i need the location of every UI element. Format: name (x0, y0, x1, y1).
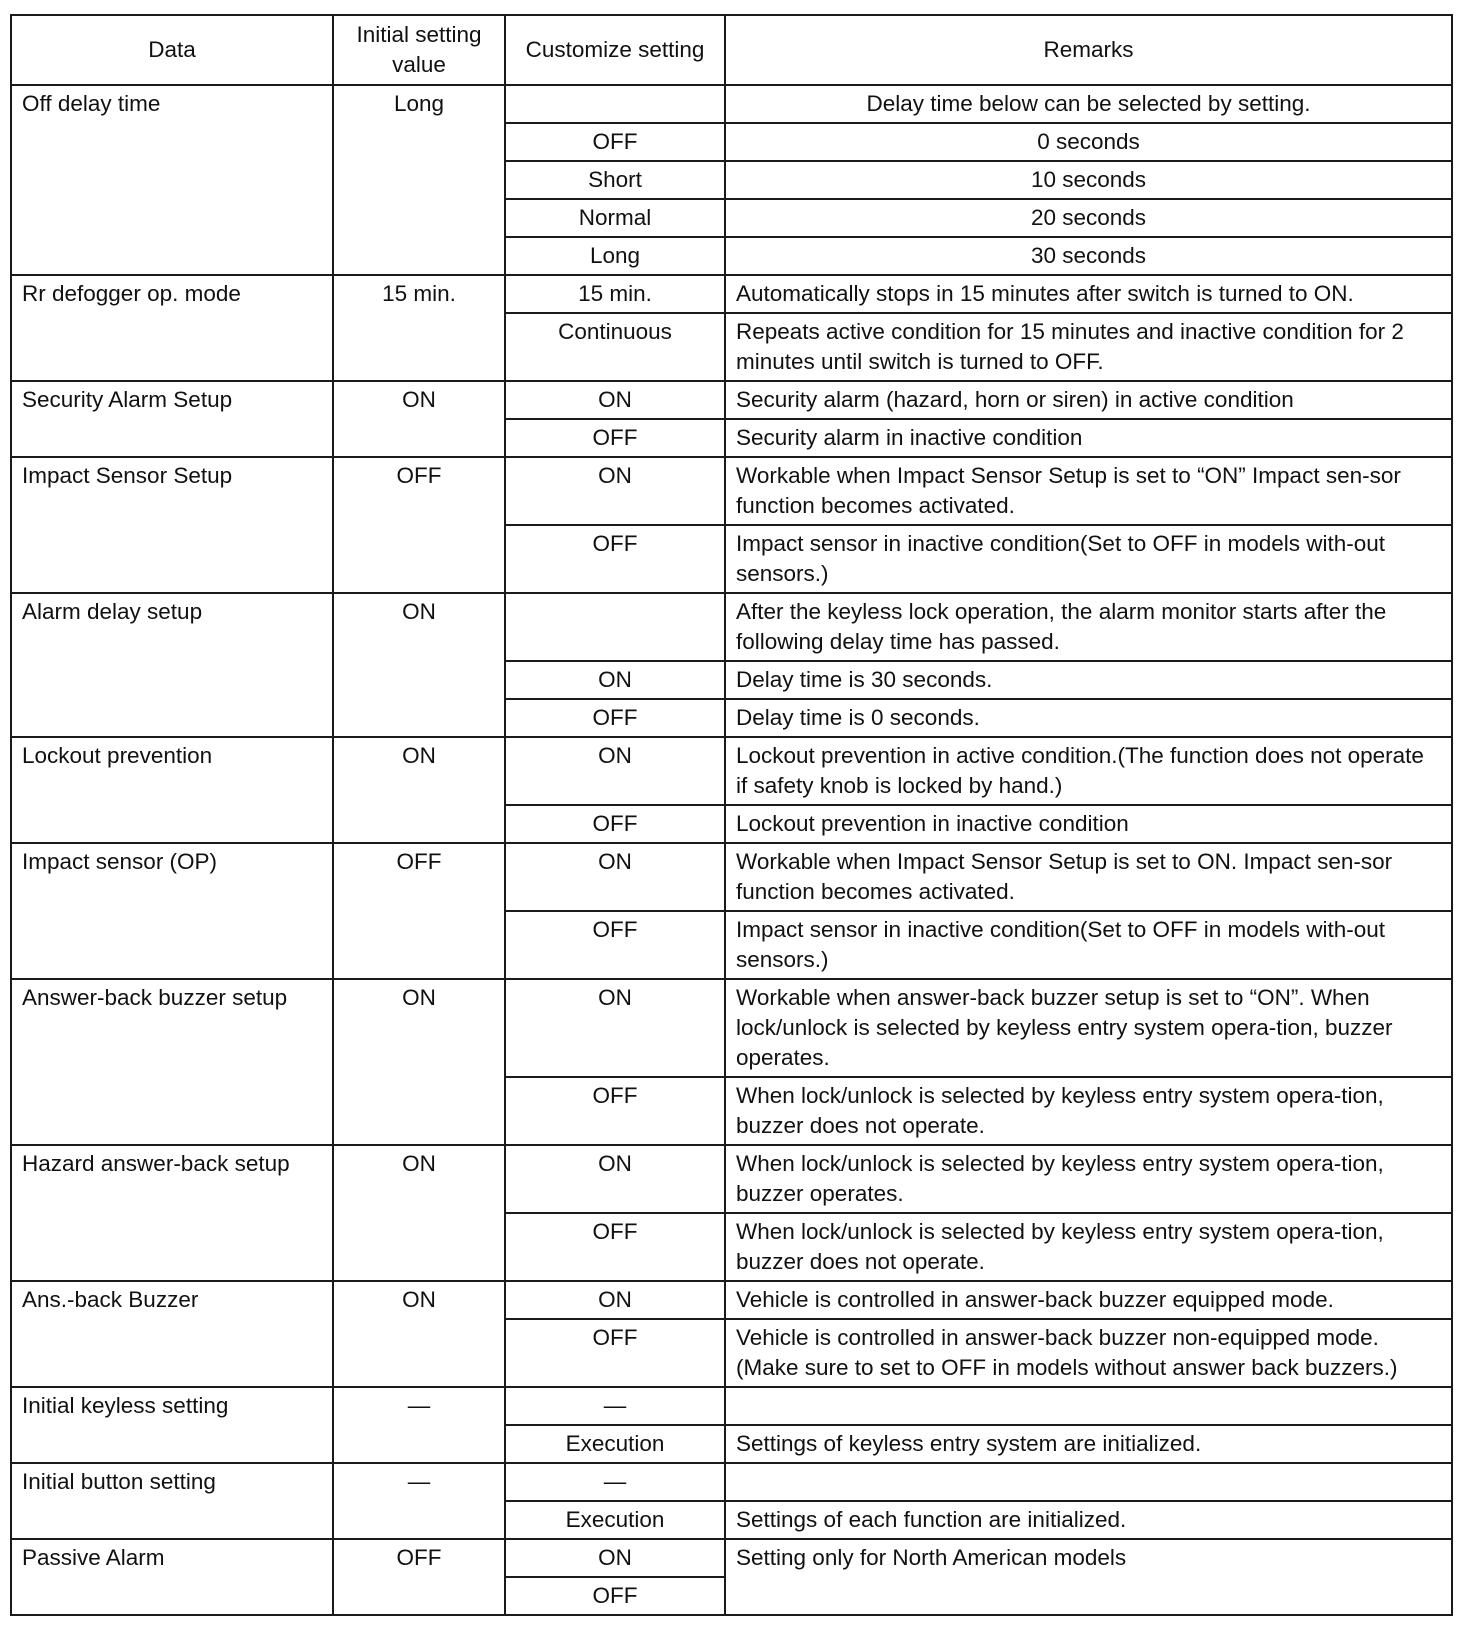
cell-remarks: Lockout prevention in active condition.(The function does not operate if safety knob is locked by hand.) (725, 737, 1452, 805)
table-row (11, 843, 1452, 911)
cell-customize-setting (505, 593, 725, 661)
header-remarks: Remarks (725, 15, 1452, 85)
cell-customize-setting: ON (505, 979, 725, 1077)
cell-remarks: 10 seconds (725, 161, 1452, 199)
cell-customize-setting: ON (505, 843, 725, 911)
cell-data-item: Initial keyless setting (11, 1387, 333, 1463)
cell-remarks: Settings of each function are initialized. (725, 1501, 1452, 1539)
table-row (11, 1539, 1452, 1577)
cell-initial-value: ON (333, 737, 505, 843)
cell-initial-value: OFF (333, 1539, 505, 1615)
cell-data-item: Answer-back buzzer setup (11, 979, 333, 1145)
table-row (11, 1387, 1452, 1425)
table-row (11, 593, 1452, 661)
cell-initial-value: OFF (333, 457, 505, 593)
cell-initial-value: ON (333, 979, 505, 1145)
cell-data-item: Hazard answer-back setup (11, 1145, 333, 1281)
cell-remarks: Lockout prevention in inactive condition (725, 805, 1452, 843)
cell-customize-setting: OFF (505, 525, 725, 593)
cell-customize-setting: Short (505, 161, 725, 199)
cell-initial-value: OFF (333, 843, 505, 979)
table-row (11, 275, 1452, 313)
cell-remarks: Settings of keyless entry system are initialized. (725, 1425, 1452, 1463)
table-row (11, 381, 1452, 419)
table-row (11, 457, 1452, 525)
cell-customize-setting: Execution (505, 1501, 725, 1539)
cell-customize-setting: OFF (505, 1319, 725, 1387)
cell-customize-setting: — (505, 1463, 725, 1501)
cell-customize-setting: ON (505, 1145, 725, 1213)
table-row (11, 737, 1452, 805)
cell-remarks: When lock/unlock is selected by keyless entry system opera-tion, buzzer does not operate. (725, 1077, 1452, 1145)
cell-data-item: Rr defogger op. mode (11, 275, 333, 381)
cell-customize-setting: ON (505, 737, 725, 805)
cell-customize-setting: ON (505, 1539, 725, 1577)
cell-initial-value: ON (333, 1145, 505, 1281)
cell-data-item: Lockout prevention (11, 737, 333, 843)
cell-remarks (725, 1387, 1452, 1425)
cell-remarks (725, 1463, 1452, 1501)
cell-initial-value: ON (333, 1281, 505, 1387)
cell-remarks: Repeats active condition for 15 minutes and inactive condition for 2 minutes until switch is turned to OFF. (725, 313, 1452, 381)
cell-remarks: Workable when Impact Sensor Setup is set to ON. Impact sen-sor function becomes activated. (725, 843, 1452, 911)
cell-customize-setting: OFF (505, 1077, 725, 1145)
cell-customize-setting: ON (505, 1281, 725, 1319)
cell-customize-setting: OFF (505, 1577, 725, 1615)
table-row (11, 1463, 1452, 1501)
cell-remarks: 20 seconds (725, 199, 1452, 237)
table-body (11, 85, 1452, 1615)
cell-data-item: Impact Sensor Setup (11, 457, 333, 593)
cell-customize-setting: Execution (505, 1425, 725, 1463)
header-initial-setting-value: Initial setting value (333, 15, 505, 85)
cell-remarks: Automatically stops in 15 minutes after switch is turned to ON. (725, 275, 1452, 313)
cell-remarks: Delay time is 0 seconds. (725, 699, 1452, 737)
cell-initial-value: ON (333, 381, 505, 457)
cell-customize-setting: Normal (505, 199, 725, 237)
cell-initial-value: — (333, 1463, 505, 1539)
cell-remarks: 30 seconds (725, 237, 1452, 275)
cell-customize-setting: OFF (505, 911, 725, 979)
cell-remarks: 0 seconds (725, 123, 1452, 161)
table-row (11, 85, 1452, 123)
header-customize-setting: Customize setting (505, 15, 725, 85)
cell-data-item: Initial button setting (11, 1463, 333, 1539)
cell-customize-setting: OFF (505, 419, 725, 457)
cell-remarks: Impact sensor in inactive condition(Set to OFF in models with-out sensors.) (725, 911, 1452, 979)
cell-remarks: Delay time is 30 seconds. (725, 661, 1452, 699)
cell-remarks: Security alarm in inactive condition (725, 419, 1452, 457)
cell-data-item: Security Alarm Setup (11, 381, 333, 457)
table-row (11, 979, 1452, 1077)
cell-remarks: Impact sensor in inactive condition(Set to OFF in models with-out sensors.) (725, 525, 1452, 593)
cell-customize-setting: ON (505, 381, 725, 419)
cell-customize-setting: Continuous (505, 313, 725, 381)
cell-customize-setting: OFF (505, 699, 725, 737)
cell-data-item: Alarm delay setup (11, 593, 333, 737)
cell-customize-setting (505, 85, 725, 123)
cell-customize-setting: 15 min. (505, 275, 725, 313)
table-header (11, 15, 1452, 85)
header-data: Data (11, 15, 333, 85)
cell-customize-setting: Long (505, 237, 725, 275)
cell-remarks: Workable when Impact Sensor Setup is set to “ON” Impact sen-sor function becomes activated. (725, 457, 1452, 525)
cell-remarks: When lock/unlock is selected by keyless entry system opera-tion, buzzer operates. (725, 1145, 1452, 1213)
cell-data-item: Off delay time (11, 85, 333, 275)
cell-customize-setting: OFF (505, 1213, 725, 1281)
cell-remarks: Delay time below can be selected by setting. (725, 85, 1452, 123)
cell-remarks: After the keyless lock operation, the alarm monitor starts after the following delay time has passed. (725, 593, 1452, 661)
cell-remarks: Workable when answer-back buzzer setup is set to “ON”. When lock/unlock is selected by keyless entry system opera-tion, buzzer operates. (725, 979, 1452, 1077)
cell-customize-setting: ON (505, 457, 725, 525)
cell-remarks: Security alarm (hazard, horn or siren) in active condition (725, 381, 1452, 419)
cell-data-item: Impact sensor (OP) (11, 843, 333, 979)
cell-customize-setting: OFF (505, 805, 725, 843)
header-row (11, 15, 1452, 85)
customize-settings-table (10, 14, 1453, 1616)
cell-remarks: When lock/unlock is selected by keyless entry system opera-tion, buzzer does not operate. (725, 1213, 1452, 1281)
cell-data-item: Ans.-back Buzzer (11, 1281, 333, 1387)
cell-remarks: Vehicle is controlled in answer-back buzzer non-equipped mode.(Make sure to set to OFF in models without answer back buzzers.) (725, 1319, 1452, 1387)
cell-customize-setting: ON (505, 661, 725, 699)
cell-customize-setting: OFF (505, 123, 725, 161)
cell-customize-setting: — (505, 1387, 725, 1425)
customize-settings-table-container (10, 14, 1453, 1616)
cell-initial-value: 15 min. (333, 275, 505, 381)
table-row (11, 1281, 1452, 1319)
table-row (11, 1145, 1452, 1213)
cell-remarks: Vehicle is controlled in answer-back buzzer equipped mode. (725, 1281, 1452, 1319)
cell-data-item: Passive Alarm (11, 1539, 333, 1615)
cell-initial-value: — (333, 1387, 505, 1463)
cell-remarks: Setting only for North American models (725, 1539, 1452, 1615)
cell-initial-value: Long (333, 85, 505, 275)
cell-initial-value: ON (333, 593, 505, 737)
